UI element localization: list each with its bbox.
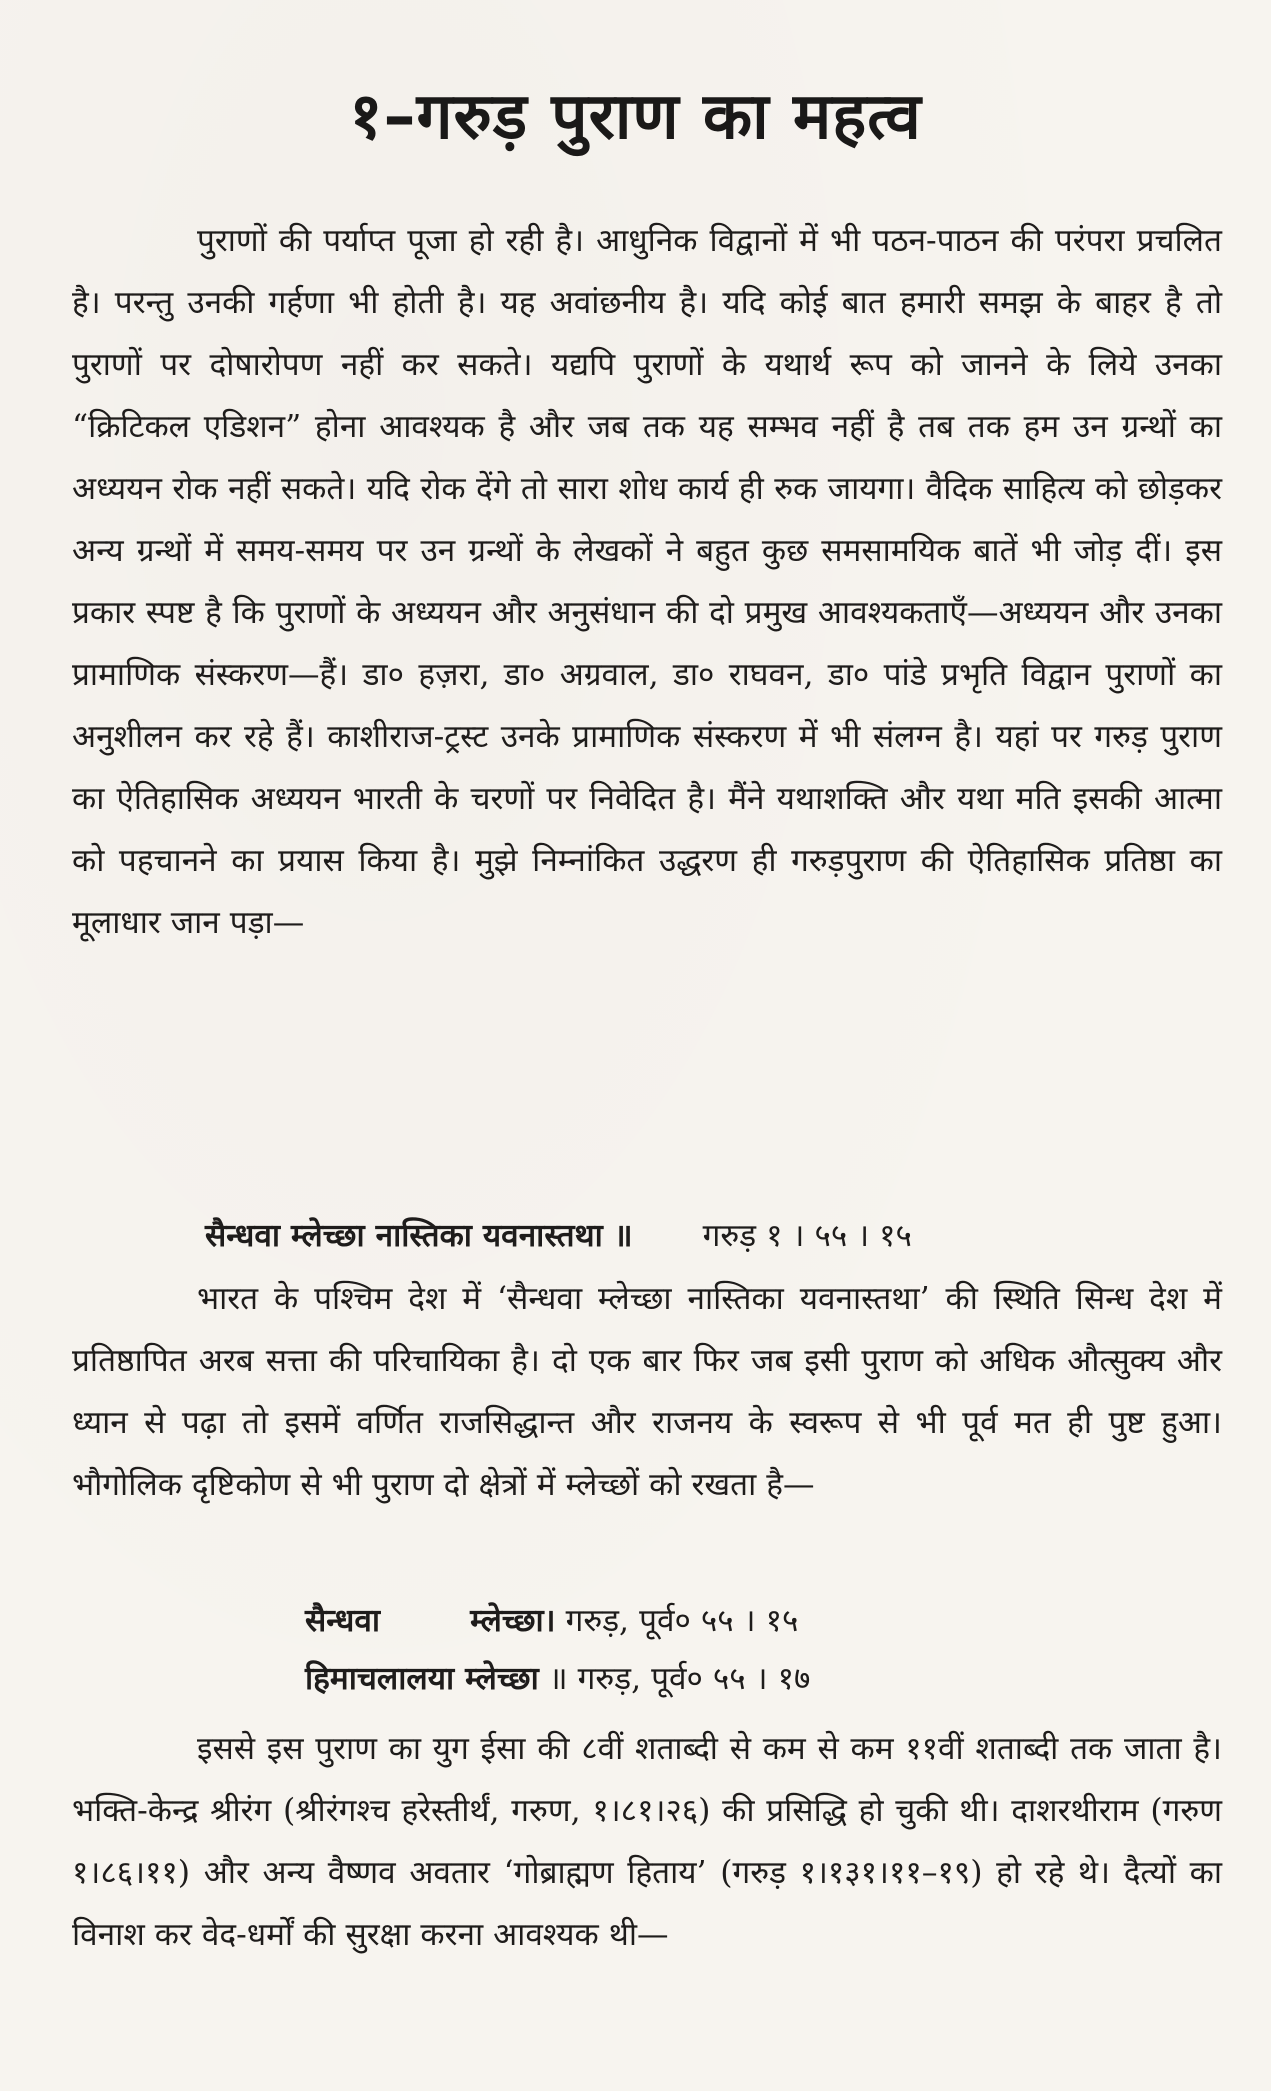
verse-1-reference: गरुड़ १ । ५५ । १५ <box>702 1218 912 1254</box>
verse-line <box>305 1650 810 1708</box>
verse-line <box>305 1592 810 1650</box>
chapter-title: १–गरुड़ पुराण का महत्व <box>349 80 922 154</box>
verse-line-2-sanskrit: हिमाचलालया म्लेच्छा <box>305 1660 539 1697</box>
paragraph-1: पुराणों की पर्याप्त पूजा हो रही है। आधुनिक विद्वानों में भी पठन-पाठन की परंपरा प्रचलित है। परन्तु उनकी गर्हणा भी होती है। यह अवांछनीय है। यदि कोई बात हमारी समझ के बाहर है तो पुराणों पर दोषारोपण नहीं कर सकते। यद्यपि पुराणों के यथार्थ रूप को जानने के लिये उनका “क्रिटिकल एडिशन” होना आवश्यक है और जब तक यह सम्भव नहीं है तब तक हम उन ग्रन्थों का अध्ययन रोक नहीं सकते। यदि रोक देंगे तो सारा शोध कार्य ही रुक जायगा। वैदिक साहित्य को छोड़कर अन्य ग्रन्थों में समय-समय पर उन ग्रन्थों के लेखकों ने बहुत कुछ समसामयिक बातें भी जोड़ दीं। इस प्रकार स्पष्ट है कि पुराणों के अध्ययन और अनुसंधान की दो प्रमुख आवश्यकताएँ—अध्ययन और उनका प्रामाणिक संस्करण—हैं। डा० हज़रा, डा० अग्रवाल, डा० राघवन, डा० पांडे प्रभृति विद्वान पुराणों का अनुशीलन कर रहे हैं। काशीराज-ट्रस्ट उनके प्रामाणिक संस्करण में भी संलग्न है। यहां पर गरुड़ पुराण का ऐतिहासिक अध्ययन भारती के चरणों पर निवेदित है। मैंने यथाशक्ति और यथा मति इसकी आत्मा को पहचानने का प्रयास किया है। मुझे निम्नांकित उद्धरण ही गरुड़पुराण की ऐतिहासिक प्रतिष्ठा का मूलाधार जान पड़ा— <box>72 223 1222 941</box>
verse-line-1-sanskrit-2: म्लेच्छा। <box>470 1602 556 1639</box>
verse-quote-1 <box>205 1205 912 1267</box>
paragraph-2: भारत के पश्चिम देश में ‘सैन्धवा म्लेच्छा नास्तिका यवनास्तथा’ की स्थिति सिन्ध देश में प्रतिष्ठापित अरब सत्ता की परिचायिका है। दो एक बार फिर जब इसी पुराण को अधिक औत्सुक्य और ध्यान से पढ़ा तो इसमें वर्णित राजसिद्धान्त और राजनय के स्वरूप से भी पूर्व मत ही पुष्ट हुआ। भौगोलिक दृष्टिकोण से भी पुराण दो क्षेत्रों में म्लेच्छों को रखता है— <box>72 1281 1222 1503</box>
verse-line-1-sanskrit: सैन्धवा <box>305 1602 381 1639</box>
verse-quote-block <box>305 1592 810 1708</box>
verse-1-sanskrit: सैन्धवा म्लेच्छा नास्तिका यवनास्तथा ॥ <box>205 1217 633 1254</box>
verse-line-1-reference: गरुड़, पूर्व० ५५ । १५ <box>565 1603 799 1639</box>
paragraph-3: इससे इस पुराण का युग ईसा की ८वीं शताब्दी से कम से कम ११वीं शताब्दी तक जाता है। भक्ति-केन्द्र श्रीरंग (श्रीरंगश्च हरेस्तीर्थं, गरुण, १।८१।२६) की प्रसिद्धि हो चुकी थी। दाशरथीराम (गरुण १।८६।११) और अन्य वैष्णव अवतार ‘गोब्राह्मण हिताय’ (गरुड़ १।१३१।११–१९) हो रहे थे। दैत्यों का विनाश कर वेद-धर्मों की सुरक्षा करना आवश्यक थी— <box>72 1731 1222 1953</box>
verse-line-2-reference: ॥ गरुड़, पूर्व० ५५ । १७ <box>548 1661 811 1697</box>
